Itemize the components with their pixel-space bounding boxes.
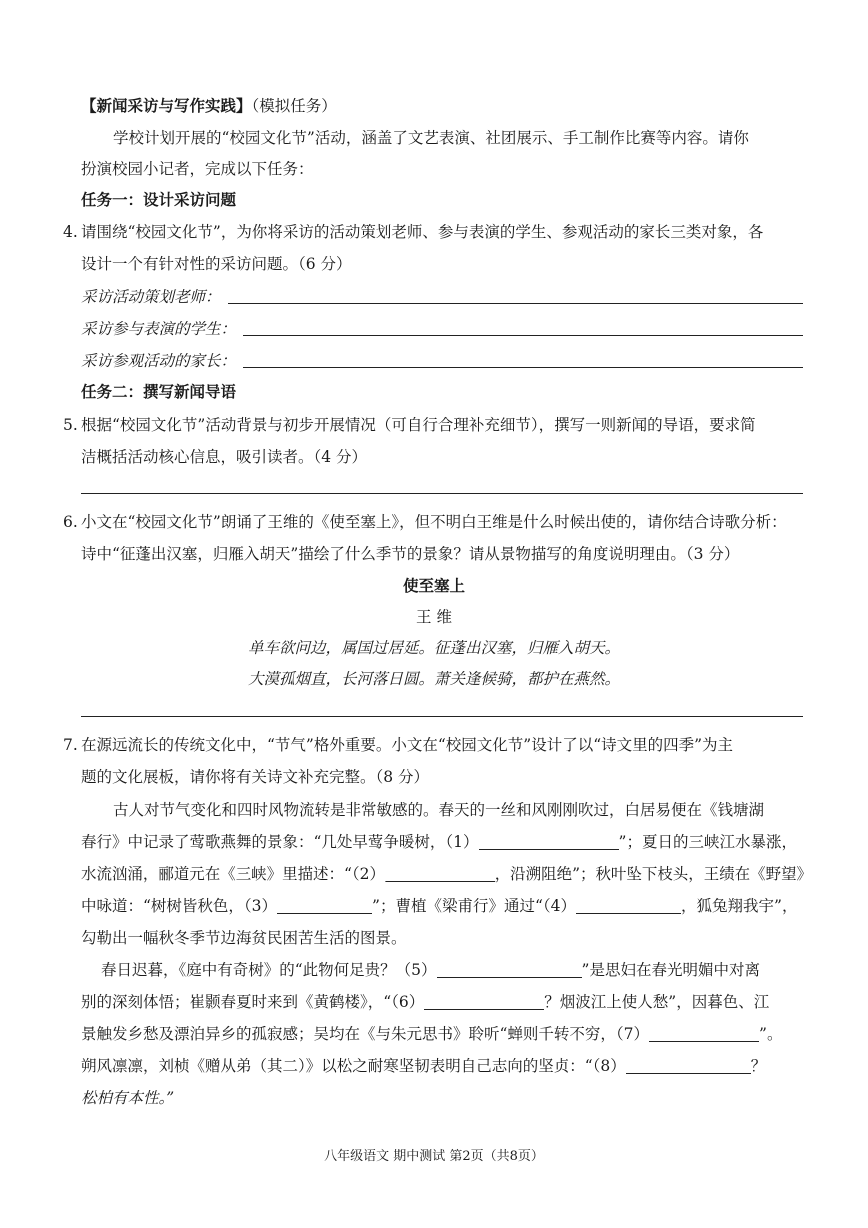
q6-line-2: 诗中“征蓬出汉塞，归雁入胡天”描绘了什么季节的景象？请从景物描写的角度说明理由。（3 分）: [81, 545, 740, 563]
q4-number: 4.: [63, 223, 78, 241]
q7-p2-line-5: 松柏有本性。”: [81, 1089, 175, 1107]
q6-answer-line[interactable]: [81, 716, 803, 717]
q7-p1-line-2a: 春行》中记录了莺歌燕舞的景象：“几处早莺争暖树，（1）: [81, 833, 479, 851]
q7-p2-line-4a: 朔风凛凛，刘桢《赠从弟（其二）》以松之耐寒坚韧表明自己志向的坚贞：“（8）: [81, 1057, 626, 1075]
q5-line-2: 洁概括活动核心信息，吸引读者。（4 分）: [81, 448, 368, 466]
q4-label-student: 采访参与表演的学生：: [81, 320, 237, 338]
poem-title: 使至塞上: [402, 577, 465, 595]
q7-p1-line-4b: ”；曹植《梁甫行》通过“（4）: [372, 897, 577, 915]
q4-answer-line-teacher[interactable]: [228, 303, 803, 304]
q7-p2-line-1a: 春日迟暮，《庭中有奇树》的“此物何足贵？（5）: [101, 961, 437, 979]
q5-number: 5.: [63, 416, 78, 434]
q7-p2-line-1: [101, 960, 760, 980]
q4-line-1: 请围绕“校园文化节”，为你将采访的活动策划老师、参与表演的学生、参观活动的家长三类对象，各: [81, 223, 764, 241]
q7-p1-line-3a: 水流汹涌，郦道元在《三峡》里描述：“（2）: [81, 865, 385, 883]
q7-p2-line-3a: 景触发乡愁及漂泊异乡的孤寂感；吴均在《与朱元思书》聆听“蝉则千转不穷，（7）: [81, 1025, 650, 1043]
q7-p1-line-4a: 中咏道：“树树皆秋色，（3）: [81, 897, 278, 915]
q7-p1-line-4: [81, 896, 797, 916]
q7-p2-line-2a: 别的深刻体悟；崔颢春夏时来到《黄鹤楼》，“（6）: [81, 993, 425, 1011]
q5-answer-line[interactable]: [81, 493, 803, 494]
blank-2[interactable]: [385, 865, 495, 882]
blank-5[interactable]: [437, 961, 582, 978]
section-header: [81, 96, 337, 116]
q7-line-2: 题的文化展板，请你将有关诗文补充完整。（8 分）: [81, 768, 430, 786]
q7-p1-line-2b: ”；夏日的三峡江水暴涨，: [618, 833, 797, 851]
blank-1[interactable]: [479, 833, 619, 850]
q7-p2-line-4: [81, 1056, 766, 1076]
q4-answer-line-student[interactable]: [243, 335, 803, 336]
q5-line-1: 根据“校园文化节”活动背景与初步开展情况（可自行合理补充细节），撰写一则新闻的导语，要求简: [81, 416, 756, 434]
task2-title: 任务二：撰写新闻导语: [81, 383, 237, 401]
poem-author: 王 维: [416, 608, 452, 626]
q7-p1-line-4c: ，狐兔翔我宇”，: [681, 897, 798, 915]
q7-line-1: 在源远流长的传统文化中，“节气”格外重要。小文在“校园文化节”设计了以“诗文里的四季”为主: [81, 736, 734, 754]
blank-7[interactable]: [649, 1025, 759, 1042]
section-header-title: 【新闻采访与写作实践】: [81, 97, 252, 115]
page-footer: 八年级语文 期中测试 第2页（共8页）: [324, 1149, 544, 1164]
q7-p2-line-3: [81, 1024, 782, 1044]
q7-p2-line-2b: ？烟波江上使人愁”，因暮色、江: [544, 993, 770, 1011]
q7-p2-line-3b: ”。: [759, 1025, 783, 1043]
intro-line-2: 扮演校园小记者，完成以下任务：: [81, 160, 314, 178]
poem-line-1: 单车欲问边，属国过居延。征蓬出汉塞，归雁入胡天。: [247, 639, 620, 657]
q7-p1-line-3: [81, 864, 812, 884]
q7-p1-line-1: 古人对节气变化和四时风物流转是非常敏感的。春天的一丝和风刚刚吹过，白居易便在《钱塘湖: [113, 801, 765, 819]
blank-3[interactable]: [277, 897, 372, 914]
poem-line-2: 大漠孤烟直，长河落日圆。萧关逢候骑，都护在燕然。: [247, 670, 620, 688]
section-header-tag: （模拟任务）: [251, 97, 337, 115]
q4-line-2: 设计一个有针对性的采访问题。（6 分）: [81, 255, 352, 273]
q7-number: 7.: [63, 736, 78, 754]
q7-p2-line-4b: ？: [750, 1057, 767, 1075]
blank-4[interactable]: [576, 897, 681, 914]
q7-p2-line-1b: ”是思妇在春光明媚中对离: [581, 961, 760, 979]
intro-line-1: 学校计划开展的“校园文化节”活动，涵盖了文艺表演、社团展示、手工制作比赛等内容。请你: [113, 129, 749, 147]
q4-label-teacher: 采访活动策划老师：: [81, 288, 221, 306]
q6-number: 6.: [63, 513, 78, 531]
task1-title: 任务一：设计采访问题: [81, 191, 237, 209]
blank-8[interactable]: [626, 1057, 751, 1074]
q7-p1-line-5: 勾勒出一幅秋冬季节边海贫民困苦生活的图景。: [81, 929, 407, 947]
q6-line-1: 小文在“校园文化节”朗诵了王维的《使至塞上》，但不明白王维是什么时候出使的，请你结合诗歌分析：: [81, 513, 787, 531]
q7-p1-line-2: [81, 832, 797, 852]
blank-6[interactable]: [424, 993, 544, 1010]
q4-label-parent: 采访参观活动的家长：: [81, 352, 237, 370]
q4-answer-line-parent[interactable]: [243, 367, 803, 368]
q7-p2-line-2: [81, 992, 769, 1012]
q7-p1-line-3b: ，沿溯阻绝”；秋叶坠下枝头，王绩在《野望》: [494, 865, 813, 883]
